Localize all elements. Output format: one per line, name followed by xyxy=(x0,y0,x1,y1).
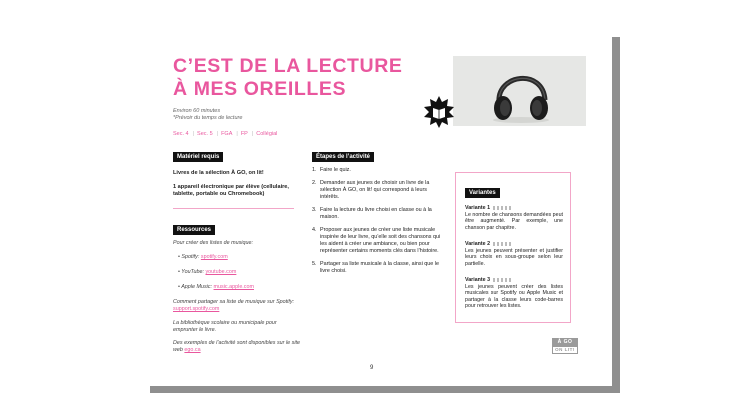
step-item: 1. Faire le quiz. xyxy=(312,167,351,173)
howto-link[interactable]: support.spotify.com xyxy=(173,306,220,312)
variantes-header: Variantes xyxy=(465,188,500,198)
level-tags: Sec. 4 | Sec. 5 | FGA | FP | Collégial xyxy=(173,131,278,137)
step-item: 2. Demander aux jeunes de choisir un livre de la sélection À GO, on lit! qui correspond à leurs intérêts. xyxy=(312,180,430,200)
level-tag: Sec. 5 xyxy=(197,131,213,137)
materiel-header: Matériel requis xyxy=(173,152,223,162)
variante-item: Variante 1 Le nombre de chansons demandées peut être augmenté. Par exemple, une chanson par chapitre. xyxy=(465,205,563,231)
page-number: 9 xyxy=(370,365,374,371)
resource-link-spotify[interactable]: • Spotify: spotify.com xyxy=(178,254,228,260)
variante-item: Variante 2 Les jeunes peuvent présenter et justifier leurs choix en sous-groupe selon leur partielle. xyxy=(465,241,563,267)
materiel-item: 1 appareil électronique par élève (cellulaire, tablette, portable ou Chromebook) xyxy=(173,184,289,198)
ressources-examples: Des exemples de l’activité sont disponibles sur le site web ego.ca xyxy=(173,340,301,353)
level-tag: Sec. 4 xyxy=(173,131,189,137)
document-page xyxy=(140,28,612,386)
ago-logo: À GO ON LIT! xyxy=(552,338,578,354)
step-item: 3. Faire la lecture du livre choisi en classe ou à la maison. xyxy=(312,207,432,220)
steps-list xyxy=(312,167,442,281)
variante-item: Variante 3 Les jeunes peuvent créer des listes musicales sur Spotify ou Apple Music et partager à la classe leurs code-barres pour retrouver les listes. xyxy=(465,277,563,310)
level-tag: FGA xyxy=(221,131,233,137)
level-tag: FP xyxy=(240,131,248,137)
divider xyxy=(173,208,294,209)
duration-info: Environ 60 minutes *Prévoir du temps de lecture xyxy=(173,108,243,121)
page-title: C’EST DE LA LECTURE À MES OREILLES xyxy=(173,55,403,100)
book-starburst-icon xyxy=(423,96,455,128)
examples-link[interactable]: ego.ca xyxy=(184,347,201,353)
variantes-box xyxy=(455,172,571,323)
step-item: 4. Proposer aux jeunes de créer une liste musicale inspirée de leur livre, qu’elle soit des chansons qui les aident à créer une ambiance, ou bien pour représenter certains moments clés dans l’histoire. xyxy=(312,227,441,254)
etapes-header: Étapes de l’activité xyxy=(312,152,374,162)
ressources-intro: Pour créer des listes de musique: xyxy=(173,240,253,246)
step-item: 5. Partager sa liste musicale à la classe, ainsi que le livre choisi. xyxy=(312,261,439,274)
materiel-item: Livres de la sélection À GO, on lit! xyxy=(173,170,264,176)
ressources-header: Ressources xyxy=(173,225,215,235)
ressources-library: La bibliothèque scolaire ou municipale pour emprunter le livre. xyxy=(173,320,277,333)
headphones-photo xyxy=(453,56,586,126)
resource-link-apple-music[interactable]: • Apple Music: music.apple.com xyxy=(178,284,254,290)
resource-link-youtube[interactable]: • YouTube: youtube.com xyxy=(178,269,237,275)
level-tag: Collégial xyxy=(256,131,278,137)
ressources-howto: Comment partager sa liste de musique sur Spotify: support.spotify.com xyxy=(173,299,295,312)
